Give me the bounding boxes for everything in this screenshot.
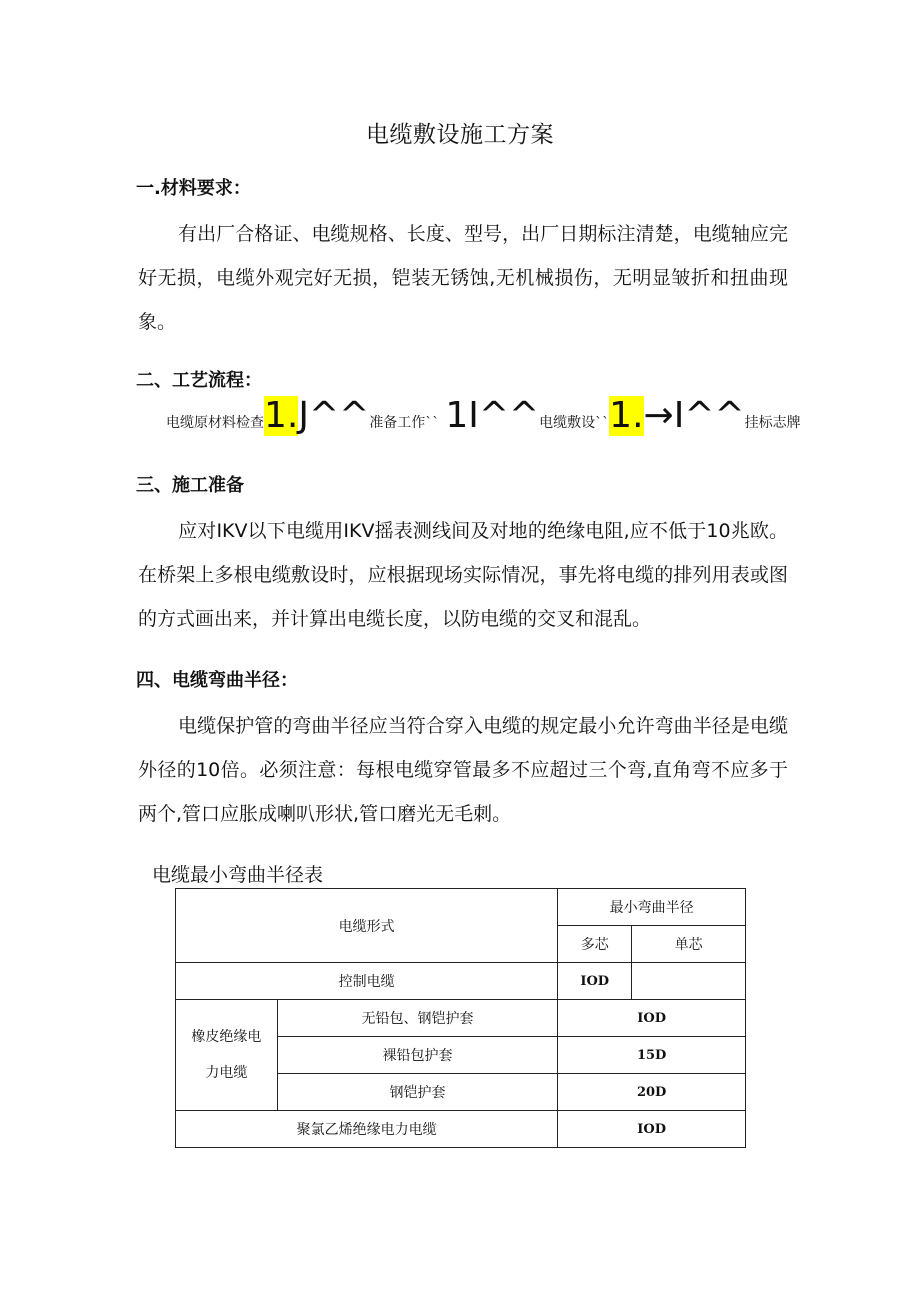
flow-highlight-mark: 1. bbox=[264, 395, 299, 436]
table-cell-subtype: 无铅包、钢铠护套 bbox=[277, 1000, 557, 1037]
materials-text: 有出厂合格证、电缆规格、长度、型号，出厂日期标注清楚，电缆轴应完好无损，电缆外观完好无损，铠装无锈蚀,无机械损伤，无明显皱折和扭曲现象。 bbox=[138, 223, 788, 333]
table-row bbox=[176, 963, 746, 1000]
table-cell-subtype: 裸铅包护套 bbox=[277, 1037, 557, 1074]
table-cell-value: IOD bbox=[558, 963, 632, 1000]
table-cell-subtype: 钢铠护套 bbox=[277, 1074, 557, 1111]
flow-step-laying: 电缆敷设`` bbox=[539, 415, 610, 431]
section-paragraph-bending bbox=[138, 704, 788, 836]
flow-step-prepare: 准备工作`` bbox=[369, 415, 440, 431]
preparation-text: 应对IKV以下电缆用IKV摇表测线间及对地的绝缘电阻,应不低于10兆欧。在桥架上多根电缆敷设时，应根据现场实际情况，事先将电缆的排列用表或图的方式画出来，并计算出电缆长度，以防电缆的交叉和混乱。 bbox=[138, 520, 788, 630]
flow-arrow: J^^ bbox=[298, 395, 370, 436]
table-row bbox=[176, 1111, 746, 1148]
process-flow bbox=[166, 396, 806, 444]
section-heading-preparation: 三、施工准备 bbox=[136, 475, 244, 496]
table-header-min-radius: 最小弯曲半径 bbox=[558, 889, 746, 926]
table-cell-value: 20D bbox=[558, 1074, 746, 1111]
section-heading-bending: 四、电缆弯曲半径： bbox=[136, 670, 298, 691]
page-title: 电缆敷设施工方案 bbox=[366, 122, 554, 148]
rubber-group-line1: 橡皮绝缘电 bbox=[191, 1029, 262, 1045]
flow-step-inspect: 电缆原材料检查 bbox=[166, 415, 264, 431]
flow-arrow: 1I^^ bbox=[445, 395, 540, 436]
table-cell-value: IOD bbox=[558, 1111, 746, 1148]
rubber-group-line2: 力电缆 bbox=[205, 1065, 248, 1081]
table-cell-value: 15D bbox=[558, 1037, 746, 1074]
section-heading-materials: 一.材料要求： bbox=[136, 178, 251, 199]
table-header-multi-core: 多芯 bbox=[558, 926, 632, 963]
section-paragraph-materials bbox=[138, 212, 788, 344]
table-header-cable-type: 电缆形式 bbox=[176, 889, 558, 963]
bending-radius-table bbox=[175, 888, 746, 1148]
table-caption: 电缆最小弯曲半径表 bbox=[152, 864, 324, 886]
table-cell-value: IOD bbox=[558, 1000, 746, 1037]
bending-text: 电缆保护管的弯曲半径应当符合穿入电缆的规定最小允许弯曲半径是电缆外径的10倍。必须注意：每根电缆穿管最多不应超过三个弯,直角弯不应多于两个,管口应胀成喇叭形状,管口磨光无毛刺。 bbox=[138, 715, 788, 825]
table-cell-type: 控制电缆 bbox=[176, 963, 558, 1000]
table-cell-rubber-group bbox=[176, 1000, 278, 1111]
flow-step-label: 挂标志牌 bbox=[744, 415, 801, 431]
table-row bbox=[176, 889, 746, 926]
table-cell-value bbox=[632, 963, 746, 1000]
table-header-single-core: 单芯 bbox=[632, 926, 746, 963]
section-paragraph-preparation bbox=[138, 509, 788, 641]
table-row bbox=[176, 1000, 746, 1037]
section-heading-process: 二、工艺流程： bbox=[136, 370, 262, 391]
flow-arrow: →I^^ bbox=[643, 395, 745, 436]
table-cell-type: 聚氯乙烯绝缘电力电缆 bbox=[176, 1111, 558, 1148]
flow-highlight-mark: 1. bbox=[609, 395, 644, 436]
